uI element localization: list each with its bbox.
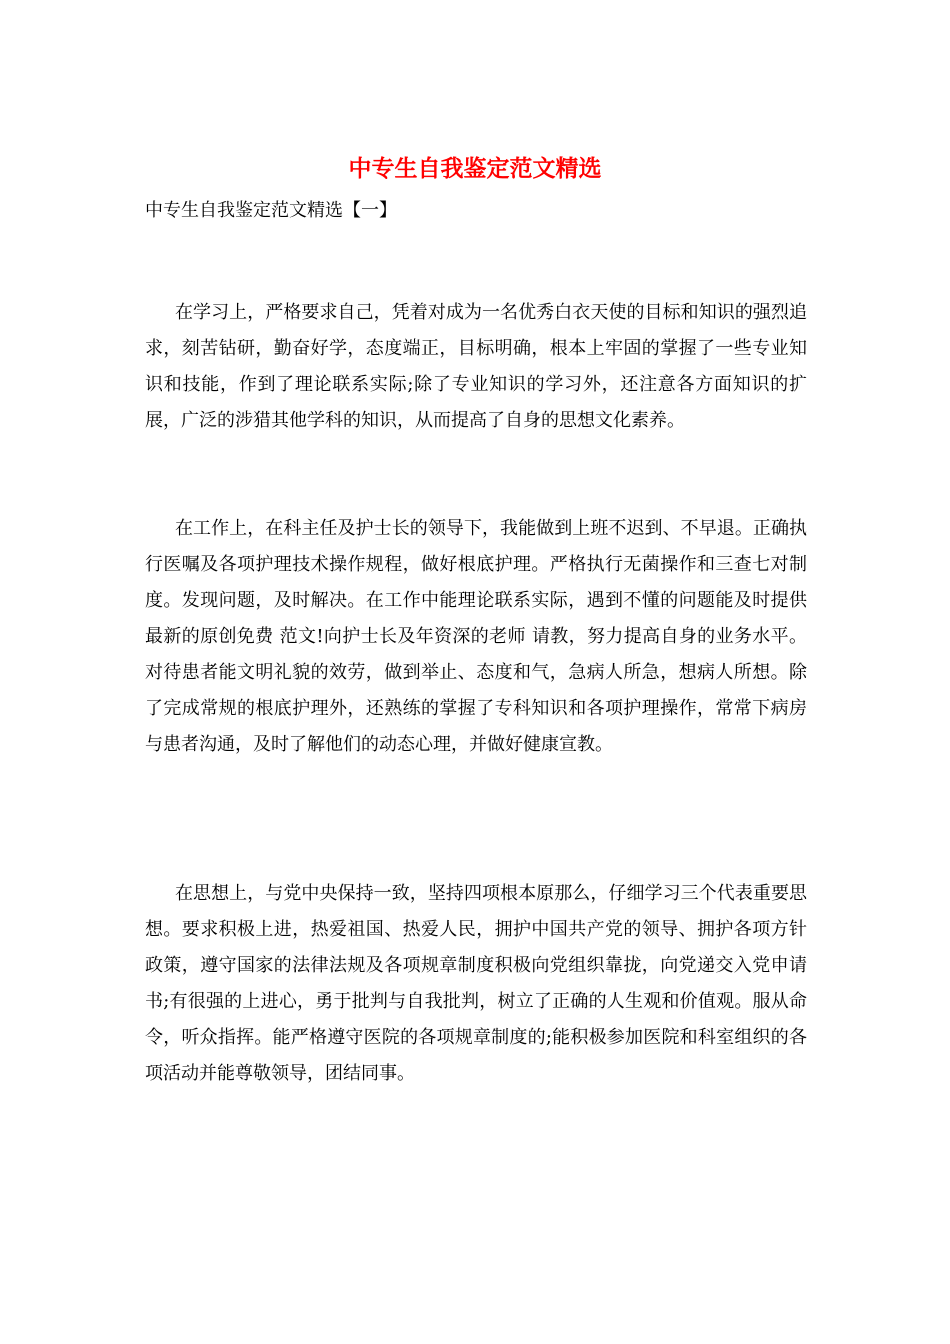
document-title: 中专生自我鉴定范文精选: [348, 155, 602, 182]
paragraph-work: 在工作上，在科主任及护士长的领导下，我能做到上班不迟到、不早退。正确执行医嘱及各项护理技术操作规程，做好根底护理。严格执行无菌操作和三查七对制度。发现问题，及时解决。在工作中能理论联系实际，遇到不懂的问题能及时提供最新的原创免费 范文!向护士长及年资深的老师 请教，努力提高自身的业务水平。对待患者能文明礼貌的效劳，做到举止、态度和气，急病人所急，想病人所想。除了完成常规的根底护理外，还熟练的掌握了专科知识和各项护理操作，常常下病房与患者沟通，及时了解他们的动态心理，并做好健康宣教。: [145, 518, 807, 755]
document-subtitle: 中专生自我鉴定范文精选【一】: [145, 200, 397, 221]
paragraph-ideology: 在思想上，与党中央保持一致，坚持四项根本原那么，仔细学习三个代表重要思想。要求积极上进，热爱祖国、热爱人民，拥护中国共产党的领导、拥护各项方针政策，遵守国家的法律法规及各项规章制度积极向党组织靠拢，向党递交入党申请书;有很强的上进心，勇于批判与自我批判，树立了正确的人生观和价值观。服从命令，听众指挥。能严格遵守医院的各项规章制度的;能积极参加医院和科室组织的各项活动并能尊敬领导，团结同事。: [145, 883, 807, 1084]
paragraph-study: 在学习上，严格要求自己，凭着对成为一名优秀白衣天使的目标和知识的强烈追求，刻苦钻研，勤奋好学，态度端正，目标明确，根本上牢固的掌握了一些专业知识和技能，作到了理论联系实际;除了专业知识的学习外，还注意各方面知识的扩展，广泛的涉猎其他学科的知识，从而提高了自身的思想文化素养。: [145, 302, 807, 431]
